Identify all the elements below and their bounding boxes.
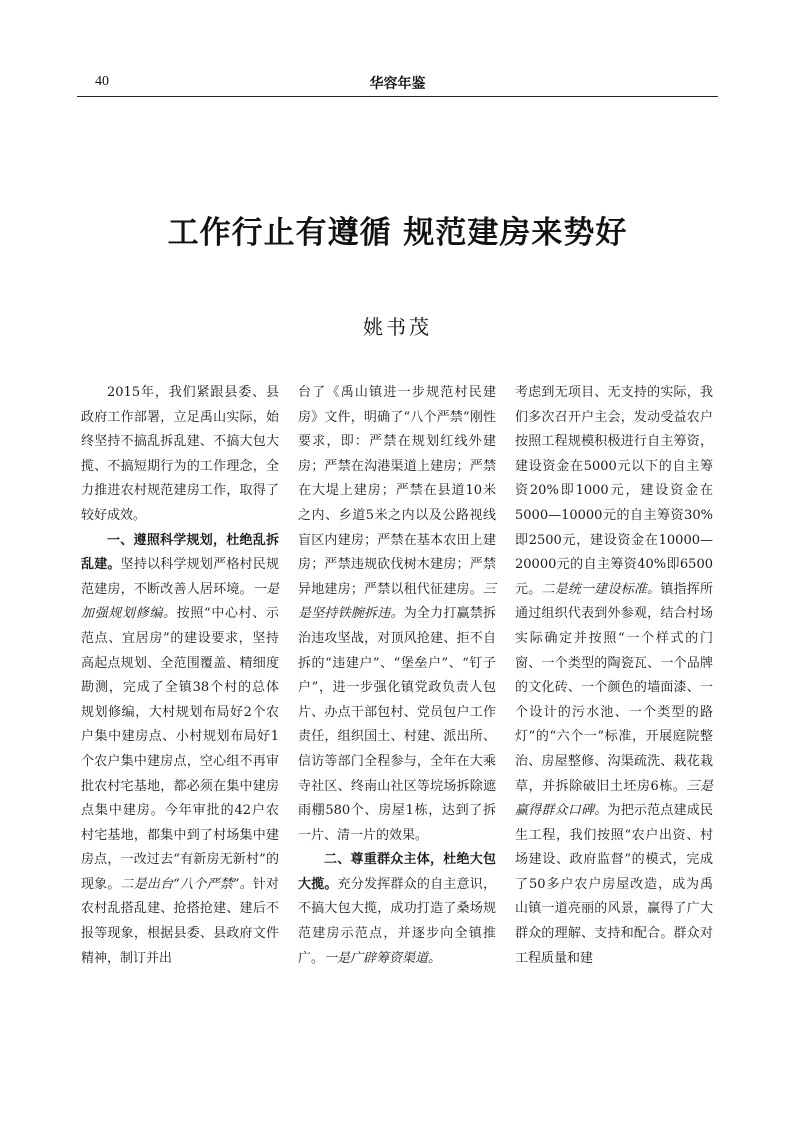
paragraph-text: 按照“中心村、示范点、宜居房”的建设要求，坚持高起点规划、全范围覆盖、精细度勘测，完成了全镇38个村的总体规划修编，大村规划布局好2个农户集中建房点、小村规划布局好1个农户集中建房点，空心组不再审批农村宅基地，都必须在集中建房点集中建房。今年审批的42户农村宅基地，都集中到了村场集中建房点，一改过去“有新房无新村”的现象。: [81, 606, 279, 892]
subpoint-label: 一是广辟筹资渠道。: [324, 950, 442, 966]
paragraph-text: 针对农村乱搭乱建、抢搭抢建、建后不报等现象，根据县委、县政府文件精神，制订并出: [81, 876, 279, 966]
text-column-1: [81, 381, 279, 1081]
paragraph-text: 为全力打赢禁拆治违攻坚战，对顶风抢建、拒不自拆的“违建户”、“堡垒户”、“钉子户”，进一步强化镇党政负责人包片、办点干部包村、党员包户工作责任，组织国土、村建、派出所、信访等部门全程参与，全年在大乘寺社区、终南山社区等垸场拆除遮雨棚580个、房屋1栋，达到了拆一片、清一片的效果。: [298, 606, 496, 843]
section-heading: 二、尊重群众主体，杜绝大包大揽。: [298, 852, 496, 892]
text-column-3: [515, 381, 713, 1081]
paragraph: [515, 381, 713, 971]
paragraph-text: 坚持以科学规划严格村民规范建房，不断改善人居环境。: [81, 557, 279, 597]
paragraph-text: 考虑到无项目、无支持的实际，我们多次召开户主会，发动受益农户按照工程规模积极进行自主筹资，建设资金在5000元以下的自主筹资20%即1000元，建设资金在5000—10000元的自主筹资30%即2500元，建设资金在10000—20000元的自主筹资40%即6500元。: [515, 385, 713, 597]
paragraph-text: 为把示范点建成民生工程，我们按照“农户出资、村场建设、政府监督”的模式，完成了50多户农户房屋改造，成为禹山镇一道亮丽的风景，赢得了广大群众的理解、支持和配合。群众对工程质量和建: [515, 803, 713, 966]
text-column-2: [298, 381, 496, 1081]
paragraph: [298, 381, 496, 848]
section-heading: 一、遵照科学规划，杜绝乱拆乱建。: [81, 532, 279, 573]
paragraph: 2015年，我们紧跟县委、县政府工作部署，立足禹山实际，始终坚持不搞乱拆乱建、不搞大包大揽、不搞短期行为的工作理念，全力推进农村规范建房工作，取得了较好成效。: [81, 385, 279, 523]
article-author: 姚书茂: [363, 315, 432, 339]
paragraph-text: 镇指挥所通过组织代表到外参观，结合村场实际确定并按照“一个样式的门窗、一个类型的陶瓷瓦、一个品牌的文化砖、一个颜色的墙面漆、一个设计的污水池、一个类型的路灯”的“六个一”标准，开展庭院整治、房屋整修、沟渠疏洗、栽花栽草，并拆除破旧土坯房6栋。: [515, 581, 713, 794]
subpoint-label: 一是加强规划修编。: [81, 581, 279, 622]
page-header: [77, 72, 718, 97]
subpoint-label: 二是统一建设标准。: [541, 581, 661, 597]
running-title: 华容年鉴: [369, 76, 426, 92]
subpoint-label: 三是坚持铁腕拆违。: [298, 581, 496, 622]
subpoint-label: 二是出台“八个严禁”。: [120, 876, 253, 892]
page-number: 40: [95, 74, 109, 89]
paragraph: [298, 848, 496, 971]
article-title: 工作行止有遵循 规范建房来势好: [167, 215, 628, 251]
paragraph-text: 充分发挥群众的自主意识，不搞大包大揽，成功打造了桑场规范建房示范点，并逐步向全镇推广。: [298, 876, 496, 966]
paragraph: [81, 529, 279, 972]
paragraph-text: 台了《禹山镇进一步规范村民建房》文件，明确了“八个严禁”刚性要求，即：严禁在规划红线外建房；严禁在沟港渠道上建房；严禁在大堤上建房；严禁在县道10米之内、乡道5米之内以及公路视线盲区内建房；严禁在基本农田上建房；严禁违规砍伐树木建房；严禁异地建房；严禁以租代征建房。: [298, 385, 496, 597]
subpoint-label: 三是赢得群众口碑。: [515, 778, 713, 819]
